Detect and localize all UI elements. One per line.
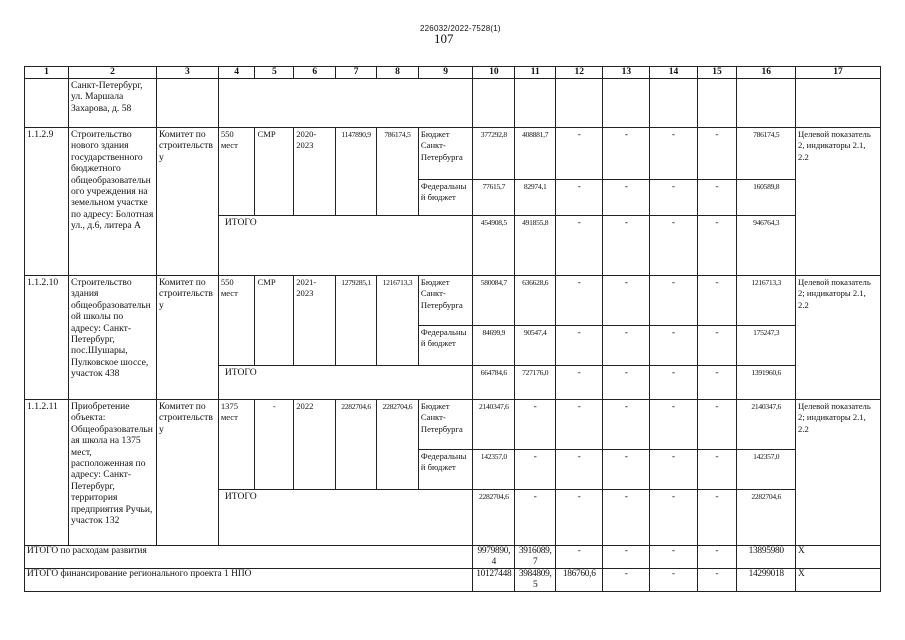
cell-c10: 10127448 (473, 569, 515, 592)
cell-c15: - (697, 180, 737, 216)
cell-c13: - (603, 128, 650, 180)
program-table (24, 66, 881, 592)
object-name: Строительство нового здания государственного бюджетного общеобразовательного учреждения на земельном участке по адресу: Болотная ул., д.6, литера А (69, 128, 157, 276)
cell-c16: 946764,3 (737, 216, 796, 276)
cell-c13: - (603, 490, 650, 546)
cell-c14: - (650, 400, 697, 450)
col-header: 13 (603, 67, 650, 79)
cell-c12: - (556, 128, 603, 180)
cell-c15: - (697, 546, 737, 569)
limit: 2282704,6 (377, 400, 419, 490)
col-header: 7 (336, 67, 377, 79)
total-project-row (25, 569, 881, 592)
cell-c12: - (556, 276, 603, 326)
cell-c15: - (697, 490, 737, 546)
cell-c12: 186760,6 (556, 569, 603, 592)
cell-c14: - (650, 546, 697, 569)
estimated-cost: 1279285,1 (336, 276, 377, 366)
cell-c13: - (603, 569, 650, 592)
table-row (25, 400, 881, 450)
col-header: 6 (294, 67, 336, 79)
table-row (25, 128, 881, 180)
cell-c16: 175247,3 (737, 326, 796, 366)
item-number: 1.1.2.11 (25, 400, 69, 546)
funding-source: Федеральный бюджет (418, 326, 472, 366)
cell-c10: 84699,9 (473, 326, 515, 366)
cell-c14: - (650, 276, 697, 326)
col-header: 10 (473, 67, 515, 79)
cell-c14: - (650, 366, 697, 400)
subtotal-label: ИТОГО (218, 490, 473, 546)
years: 2020-2023 (294, 128, 336, 216)
cell-c11: 636628,6 (515, 276, 556, 326)
col-header: 11 (515, 67, 556, 79)
total-label: ИТОГО по расходам развития (25, 546, 473, 569)
col-header: 16 (737, 67, 796, 79)
page-number: 107 (434, 31, 454, 46)
funding-source: Федеральный бюджет (418, 180, 472, 216)
cell-c10: 580084,7 (473, 276, 515, 326)
cell-c13: - (603, 546, 650, 569)
subtotal-label: ИТОГО (218, 366, 473, 400)
cell-c11: 3916089,7 (515, 546, 556, 569)
cell-c12: - (556, 326, 603, 366)
cell-c13: - (603, 400, 650, 450)
table-row (25, 276, 881, 326)
stage: СМР (255, 276, 294, 366)
header-row (25, 67, 881, 79)
cell-c11: - (515, 490, 556, 546)
cell-c14: - (650, 569, 697, 592)
cell-c12: - (556, 450, 603, 490)
cell-c16: 1391960,6 (737, 366, 796, 400)
cell-c10: 77615,7 (473, 180, 515, 216)
cell-c13: - (603, 326, 650, 366)
cell-c13: - (603, 450, 650, 490)
capacity: 550 мест (218, 128, 255, 216)
cell-c16: 13895980 (737, 546, 796, 569)
col-header: 14 (650, 67, 697, 79)
executor: Комитет по строительству (157, 400, 219, 546)
cell-c15: - (697, 276, 737, 326)
cell-c12: - (556, 180, 603, 216)
object-name-continued: Санкт-Петербург, ул. Маршала Захарова, д. 58 (69, 79, 157, 128)
cell-c14: - (650, 216, 697, 276)
item-number: 1.1.2.10 (25, 276, 69, 400)
col-header: 1 (25, 67, 69, 79)
cell-c12: - (556, 490, 603, 546)
stage: - (255, 400, 294, 490)
cell-c15: - (697, 569, 737, 592)
cell-c14: - (650, 490, 697, 546)
cell-c15: - (697, 400, 737, 450)
cell-c12: - (556, 546, 603, 569)
cell-c11: 3984809,5 (515, 569, 556, 592)
cell-c16: 142357,0 (737, 450, 796, 490)
cell-c14: - (650, 128, 697, 180)
cell-c12: - (556, 366, 603, 400)
estimated-cost: 2282704,6 (336, 400, 377, 490)
executor: Комитет по строительству (157, 276, 219, 400)
stage: СМР (255, 128, 294, 216)
cell-c16: 786174,5 (737, 128, 796, 180)
item-number: 1.1.2.9 (25, 128, 69, 276)
cell-c12: - (556, 216, 603, 276)
cell-c11: - (515, 400, 556, 450)
object-name: Приобретение объекта: Общеобразовательная школа на 1375 мест, расположенная по адресу: Санкт-Петербург, территория предприятия Ручьи, участок 132 (69, 400, 157, 546)
total-label: ИТОГО финансирование регионального проекта 1 НПО (25, 569, 473, 592)
cell-c10: 9979890,4 (473, 546, 515, 569)
capacity: 1375 мест (218, 400, 255, 490)
funding-source: Бюджет Санкт-Петербурга (418, 128, 472, 180)
col-header: 4 (218, 67, 255, 79)
cell-c13: - (603, 180, 650, 216)
cell-c11: 491855,8 (515, 216, 556, 276)
cell-c10: 454908,5 (473, 216, 515, 276)
cell-c14: - (650, 450, 697, 490)
continuation-row (25, 79, 881, 128)
cell-c17: X (796, 546, 881, 569)
cell-c13: - (603, 366, 650, 400)
cell-c16: 160589,8 (737, 180, 796, 216)
cell-c16: 14299018 (737, 569, 796, 592)
years: 2021-2023 (294, 276, 336, 366)
target-indicator: Целевой показатель 2; индикаторы 2.1, 2.2 (796, 276, 881, 400)
years: 2022 (294, 400, 336, 490)
col-header: 8 (377, 67, 419, 79)
col-header: 12 (556, 67, 603, 79)
funding-source: Федеральный бюджет (418, 450, 472, 490)
cell-c11: 82974,1 (515, 180, 556, 216)
total-development-row (25, 546, 881, 569)
col-header: 2 (69, 67, 157, 79)
limit: 1216713,3 (377, 276, 419, 366)
col-header: 15 (697, 67, 737, 79)
cell-c10: 142357,0 (473, 450, 515, 490)
cell-c10: 664784,6 (473, 366, 515, 400)
cell-c16: 2282704,6 (737, 490, 796, 546)
object-name: Строительство здания общеобразовательной школы по адресу: Санкт-Петербург, пос.Шушары, Пулковское шоссе, участок 438 (69, 276, 157, 400)
cell-c11: - (515, 450, 556, 490)
cell-c16: 2140347,6 (737, 400, 796, 450)
funding-source: Бюджет Санкт-Петербурга (418, 400, 472, 450)
cell-c13: - (603, 216, 650, 276)
subtotal-label: ИТОГО (218, 216, 473, 276)
cell-c15: - (697, 216, 737, 276)
cell-c15: - (697, 450, 737, 490)
col-header: 5 (255, 67, 294, 79)
cell-c10: 377292,8 (473, 128, 515, 180)
col-header: 3 (157, 67, 219, 79)
funding-source: Бюджет Санкт-Петербурга (418, 276, 472, 326)
estimated-cost: 1147890,9 (336, 128, 377, 216)
cell-c13: - (603, 276, 650, 326)
cell-c10: 2140347,6 (473, 400, 515, 450)
target-indicator: Целевой показатель 2, индикаторы 2.1, 2.2 (796, 128, 881, 276)
document-id: 226032/2022-7528(1) (420, 24, 501, 33)
cell-c14: - (650, 326, 697, 366)
cell-c12: - (556, 400, 603, 450)
col-header: 17 (796, 67, 881, 79)
cell-c11: 90547,4 (515, 326, 556, 366)
executor: Комитет по строительству (157, 128, 219, 276)
capacity: 550 мест (218, 276, 255, 366)
cell-c17: X (796, 569, 881, 592)
col-header: 9 (418, 67, 472, 79)
cell-c14: - (650, 180, 697, 216)
target-indicator: Целевой показатель 2; индикаторы 2.1, 2.2 (796, 400, 881, 546)
cell-c11: 408881,7 (515, 128, 556, 180)
cell-c10: 2282704,6 (473, 490, 515, 546)
cell-c15: - (697, 366, 737, 400)
cell-c15: - (697, 326, 737, 366)
cell-c15: - (697, 128, 737, 180)
cell-c16: 1216713,3 (737, 276, 796, 326)
limit: 786174,5 (377, 128, 419, 216)
cell-c11: 727176,0 (515, 366, 556, 400)
